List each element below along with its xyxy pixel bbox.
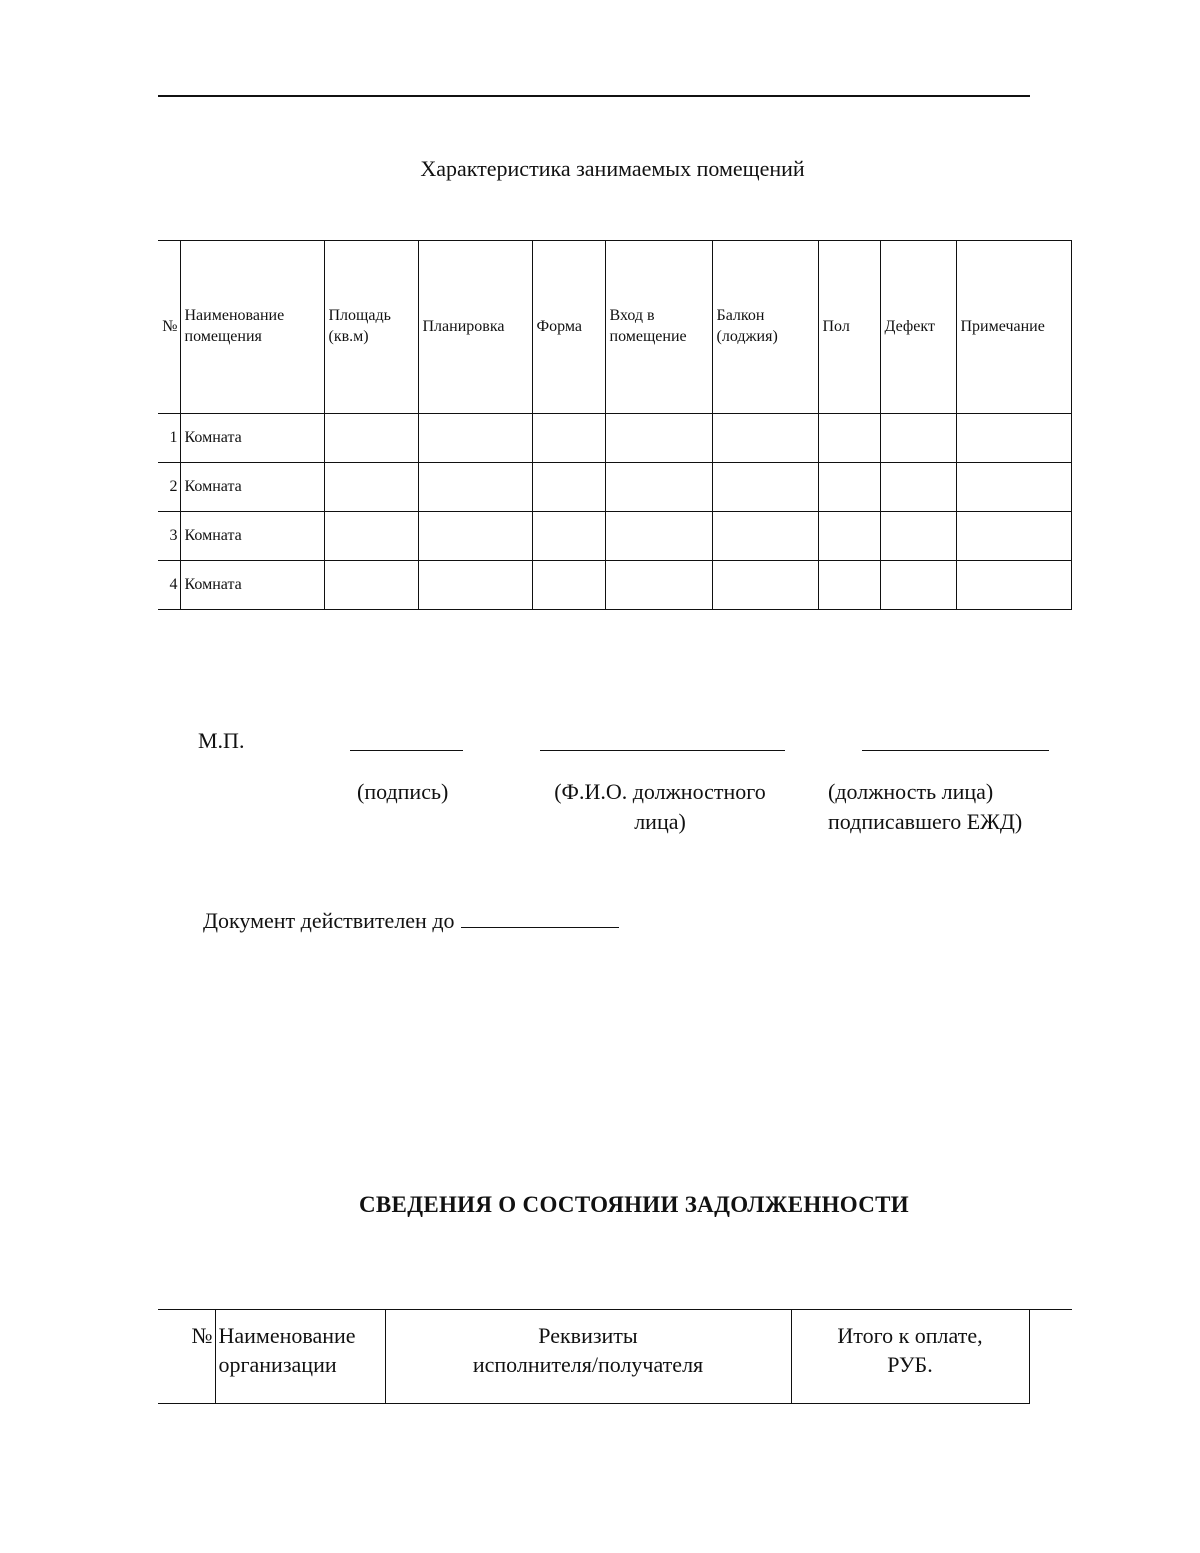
top-rule — [158, 95, 1030, 97]
cell-area[interactable] — [324, 512, 418, 561]
position-caption-line1: (должность лица) — [828, 779, 994, 804]
cell-balcony[interactable] — [712, 414, 818, 463]
debt-col-requisites-line1: Реквизиты — [538, 1323, 638, 1348]
cell-shape[interactable] — [532, 561, 605, 610]
cell-entrance[interactable] — [605, 512, 712, 561]
cell-floor[interactable] — [818, 561, 880, 610]
cell-floor[interactable] — [818, 463, 880, 512]
row-number: 1 — [158, 414, 180, 463]
cell-defect[interactable] — [880, 414, 956, 463]
col-header-entrance: Вход в помещение — [605, 241, 712, 414]
cell-floor[interactable] — [818, 512, 880, 561]
position-line[interactable] — [862, 750, 1049, 751]
cell-defect[interactable] — [880, 512, 956, 561]
col-header-note: Примечание — [956, 241, 1071, 414]
cell-layout[interactable] — [418, 414, 532, 463]
cell-balcony[interactable] — [712, 512, 818, 561]
row-room-name: Комната — [180, 463, 324, 512]
section-title-debt: СВЕДЕНИЯ О СОСТОЯНИИ ЗАДОЛЖЕННОСТИ — [359, 1192, 909, 1217]
debt-col-requisites — [385, 1309, 791, 1403]
col-header-area: Площадь (кв.м) — [324, 241, 418, 414]
validity-statement — [203, 907, 619, 934]
debt-col-total-line1: Итого к оплате, — [837, 1323, 983, 1348]
position-caption-line2: подписавшего ЕЖД) — [828, 808, 1023, 834]
section-title-premises: Характеристика занимаемых помещений — [420, 156, 805, 181]
cell-entrance[interactable] — [605, 414, 712, 463]
col-header-number: № — [158, 241, 180, 414]
cell-entrance[interactable] — [605, 561, 712, 610]
row-room-name: Комната — [180, 512, 324, 561]
col-header-balcony: Балкон (лоджия) — [712, 241, 818, 414]
fio-caption-line2: лица) — [634, 808, 686, 834]
col-header-defect: Дефект — [880, 241, 956, 414]
cell-defect[interactable] — [880, 463, 956, 512]
row-room-name: Комната — [180, 561, 324, 610]
debt-col-requisites-line2: исполнителя/получателя — [472, 1352, 704, 1378]
cell-balcony[interactable] — [712, 561, 818, 610]
debt-col-organization-line1: Наименование — [218, 1323, 356, 1348]
cell-note[interactable] — [956, 512, 1071, 561]
table-row — [158, 463, 1071, 512]
cell-shape[interactable] — [532, 512, 605, 561]
debt-table — [158, 1309, 1030, 1404]
cell-layout[interactable] — [418, 512, 532, 561]
fio-caption-line1: (Ф.И.О. должностного — [554, 779, 766, 804]
debt-col-number — [158, 1309, 215, 1403]
stamp-place-label: М.П. — [198, 728, 245, 753]
validity-text: Документ действителен до — [203, 908, 455, 933]
cell-area[interactable] — [324, 561, 418, 610]
col-header-shape: Форма — [532, 241, 605, 414]
col-header-room-name: Наименование помещения — [180, 241, 324, 414]
cell-balcony[interactable] — [712, 463, 818, 512]
cell-defect[interactable] — [880, 561, 956, 610]
debt-col-total-line2: РУБ. — [887, 1352, 933, 1378]
cell-note[interactable] — [956, 561, 1071, 610]
signature-line[interactable] — [350, 750, 463, 751]
cell-entrance[interactable] — [605, 463, 712, 512]
premises-table — [158, 240, 1072, 610]
position-caption — [828, 777, 1022, 836]
row-number: 2 — [158, 463, 180, 512]
cell-shape[interactable] — [532, 463, 605, 512]
fio-line[interactable] — [540, 750, 785, 751]
debt-col-total — [791, 1309, 1029, 1403]
debt-col-organization — [215, 1309, 385, 1403]
cell-note[interactable] — [956, 414, 1071, 463]
row-number: 4 — [158, 561, 180, 610]
row-number: 3 — [158, 512, 180, 561]
table-row — [158, 561, 1071, 610]
cell-floor[interactable] — [818, 414, 880, 463]
table-row — [158, 512, 1071, 561]
debt-col-number-line1: № — [191, 1323, 213, 1348]
fio-caption — [520, 777, 800, 836]
validity-date-field[interactable] — [461, 907, 619, 928]
cell-shape[interactable] — [532, 414, 605, 463]
col-header-floor: Пол — [818, 241, 880, 414]
cell-layout[interactable] — [418, 463, 532, 512]
cell-layout[interactable] — [418, 561, 532, 610]
col-header-layout: Планировка — [418, 241, 532, 414]
row-room-name: Комната — [180, 414, 324, 463]
debt-col-organization-line2: организации — [218, 1352, 337, 1378]
cell-area[interactable] — [324, 463, 418, 512]
cell-area[interactable] — [324, 414, 418, 463]
table-row — [158, 414, 1071, 463]
cell-note[interactable] — [956, 463, 1071, 512]
signature-caption: (подпись) — [357, 779, 449, 804]
